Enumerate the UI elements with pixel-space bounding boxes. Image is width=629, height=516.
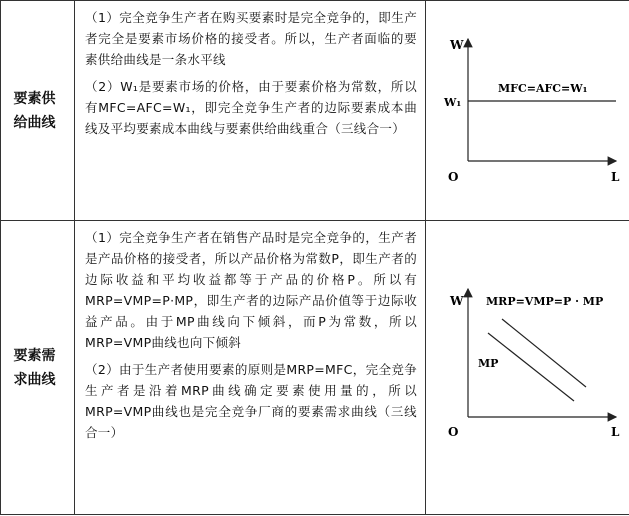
paragraph: （2）W₁是要素市场的价格，由于要素价格为常数，所以有MFC=AFC=W₁，即完全竞争生产者的边际要素成本曲线及平均要素成本曲线与要素供给曲线重合（三线合一）: [85, 79, 417, 136]
graph-cell: [426, 1, 629, 221]
demand-curve-diagram: [426, 221, 629, 515]
row-label: 要素供给曲线: [13, 90, 56, 131]
origin-label: O: [448, 425, 459, 439]
y-axis-label: W: [450, 38, 464, 52]
paragraph: （1）完全竞争生产者在购买要素时是完全竞争的，即生产者完全是要素市场价格的接受者。所以，生产者面临的要素供给曲线是一条水平线: [85, 10, 417, 67]
origin-label: O: [448, 170, 459, 184]
row-label-cell: [1, 1, 75, 221]
curve-label: MFC=AFC=W₁: [498, 82, 588, 95]
paragraph: （2）由于生产者使用要素的原则是MRP=MFC，完全竞争生产者是沿着MRP曲线确定要素使用量的，所以MRP=VMP曲线也是完全竞争厂商的要素需求曲线（三线合一）: [85, 362, 417, 440]
paragraph: （1）完全竞争生产者在销售产品时是完全竞争的，生产者是产品价格的接受者，所以产品价格为常数P，即生产者的边际收益和平均收益都等于产品的价格P。所以有MRP=VMP=P·MP，即生产者的边际产品价值等于边际收益产品。由于MP曲线向下倾斜，而P为常数，所以MRP=VMP曲线也向下倾斜: [85, 230, 417, 350]
description-cell: [75, 221, 426, 515]
supply-curve-diagram: [426, 1, 629, 221]
y-axis-label: W: [450, 294, 464, 308]
table-row: [1, 221, 629, 515]
x-axis-label: L: [611, 170, 620, 184]
w1-label: W₁: [444, 96, 462, 109]
x-axis-label: L: [611, 425, 620, 439]
table-row: [1, 1, 629, 221]
mrp-vmp-label: MRP=VMP=P · MP: [486, 295, 604, 308]
mp-label: MP: [478, 357, 499, 370]
row-label: 要素需求曲线: [13, 347, 56, 388]
description-cell: [75, 1, 426, 221]
graph-cell: [426, 221, 629, 515]
row-label-cell: [1, 221, 75, 515]
